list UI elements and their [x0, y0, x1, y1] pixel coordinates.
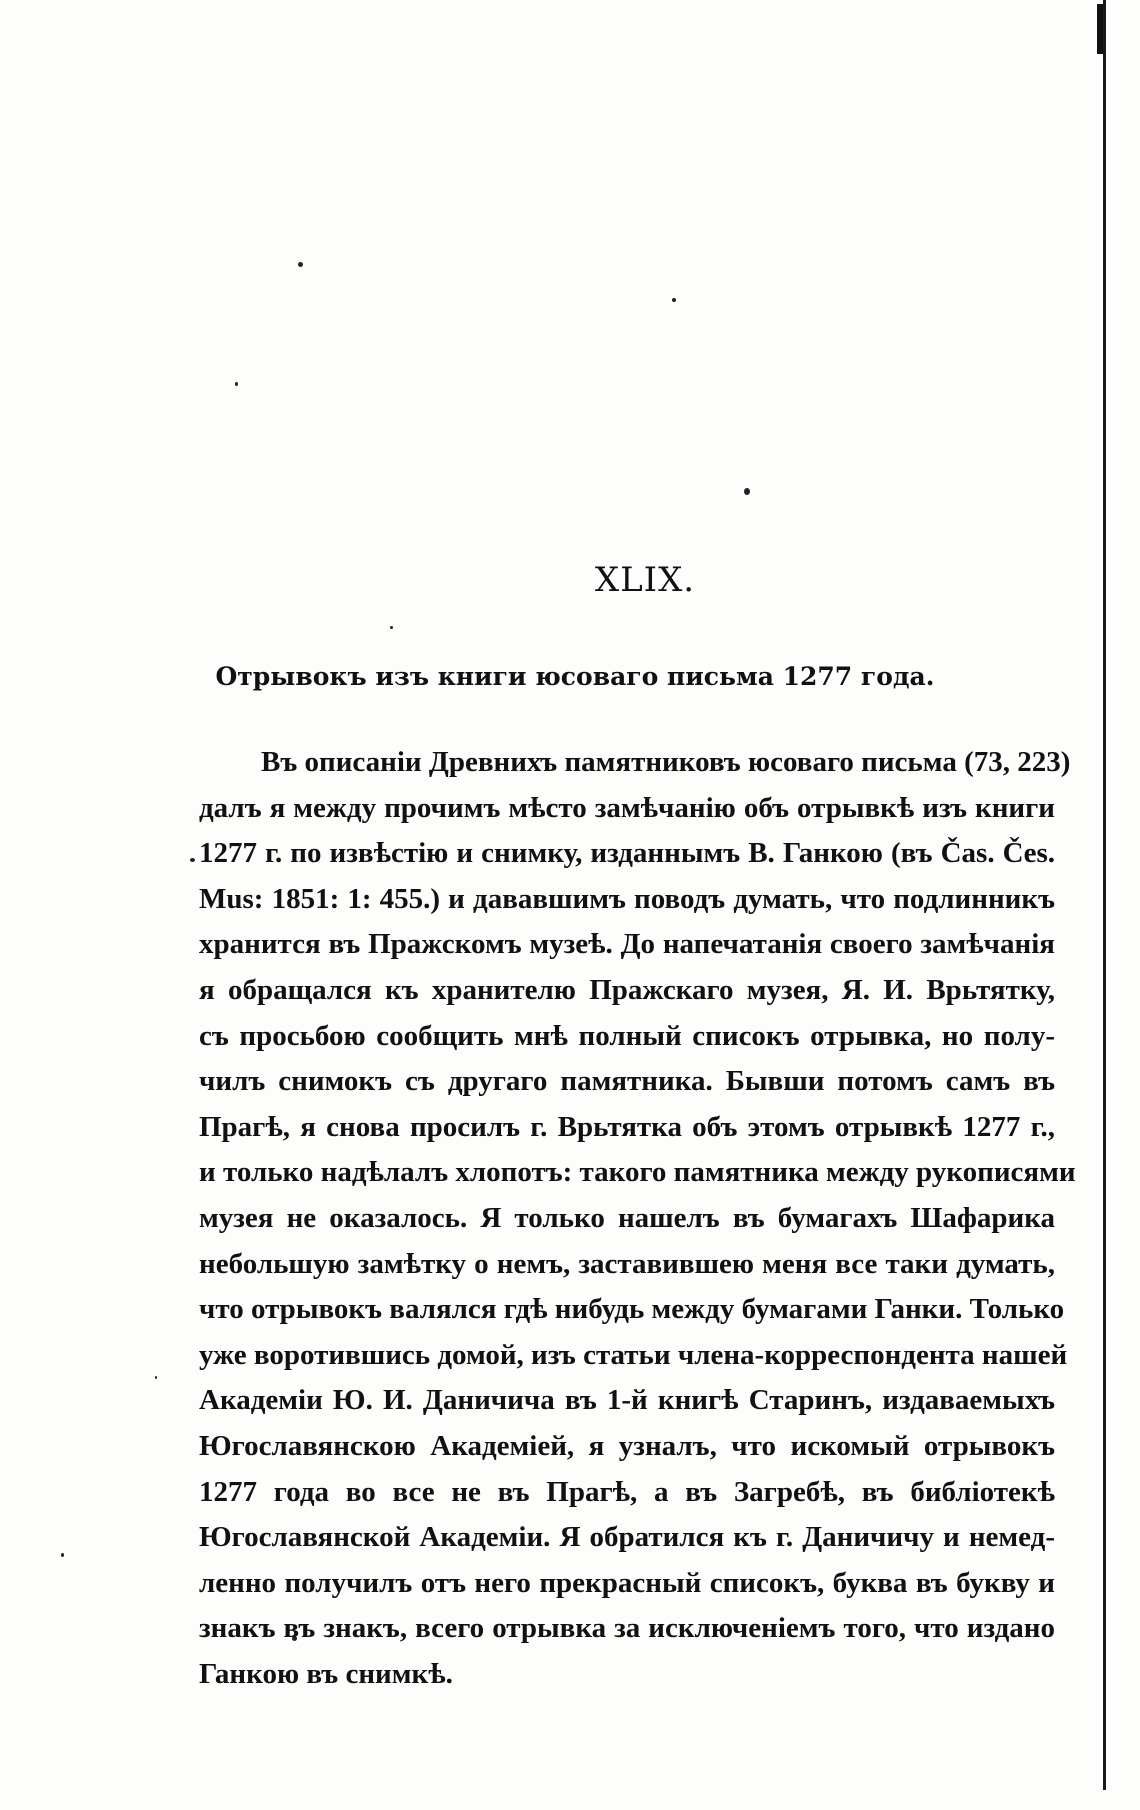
text-line: Прагѣ, я снова просилъ г. Врьтятка объ этомъ отрывкѣ 1277 г., — [199, 1110, 1055, 1143]
text-line: что отрывокъ валялся гдѣ нибудь между бумагами Ганки. Только — [199, 1293, 1065, 1326]
text-line: я обращался къ хранителю Пражскаго музея, Я. И. Врьтятку, — [199, 973, 1055, 1006]
chapter-numeral: XLIX. — [594, 560, 696, 600]
text-line: Югославянской Академіи. Я обратился къ г. Даничичу и немед- — [199, 1521, 1055, 1554]
text-line: и только надѣлалъ хлопотъ: такого памятника между рукописями — [199, 1156, 1076, 1189]
text-line: чилъ снимокъ съ другаго памятника. Бывши потомъ самъ въ — [199, 1065, 1055, 1098]
text-line: 1277 года во все не въ Прагѣ, а въ Загребѣ, въ библіотекѣ — [199, 1475, 1055, 1508]
scan-speck — [190, 858, 195, 862]
body-paragraph — [199, 740, 1076, 1697]
text-line: далъ я между прочимъ мѣсто замѣчанію объ отрывкѣ изъ книги — [199, 791, 1055, 824]
scan-speck — [155, 1376, 157, 1379]
text-line: Югославянскою Академіей, я узналъ, что искомый отрывокъ — [199, 1429, 1055, 1462]
scan-speck — [235, 382, 238, 386]
text-line: Въ описаніи Древнихъ памятниковъ юсоваго письма (73, 223) — [261, 746, 1071, 778]
text-line: 1277 г. по извѣстію и снимку, изданнымъ В. Ганкою (въ Čas. Čes. — [199, 837, 1055, 870]
text-line: небольшую замѣтку о немъ, заставившею меня все таки думать, — [199, 1247, 1055, 1280]
text-line: Mus: 1851: 1: 455.) и дававшимъ поводъ думать, что подлинникъ — [199, 882, 1055, 915]
text-line: Ганкою въ снимкѣ. — [199, 1657, 453, 1690]
scan-speck — [390, 626, 393, 629]
text-line: знакъ въ знакъ, всего отрывка за исключеніемъ того, что издано — [199, 1612, 1055, 1645]
text-line: Академіи Ю. И. Даничича въ 1-й книгѣ Старинъ, издаваемыхъ — [199, 1384, 1055, 1417]
scan-speck — [744, 488, 750, 495]
scan-speck — [298, 262, 303, 267]
page-edge-rule — [1103, 0, 1106, 1790]
text-line: уже воротившись домой, изъ статьи члена-корреспондента нашей — [199, 1338, 1068, 1371]
scan-speck — [61, 1553, 64, 1557]
section-title: Отрывокъ изъ книги юсоваго письма 1277 года. — [215, 662, 935, 691]
text-line: хранится въ Пражскомъ музеѣ. До напечатанія своего замѣчанія — [199, 928, 1055, 961]
scan-speck — [672, 298, 676, 302]
text-line: музея не оказалось. Я только нашелъ въ бумагахъ Шафарика — [199, 1201, 1055, 1234]
text-line: ленно получилъ отъ него прекрасный списокъ, буква въ букву и — [199, 1566, 1055, 1599]
text-line: съ просьбою сообщить мнѣ полный списокъ отрывка, но полу- — [199, 1019, 1055, 1052]
